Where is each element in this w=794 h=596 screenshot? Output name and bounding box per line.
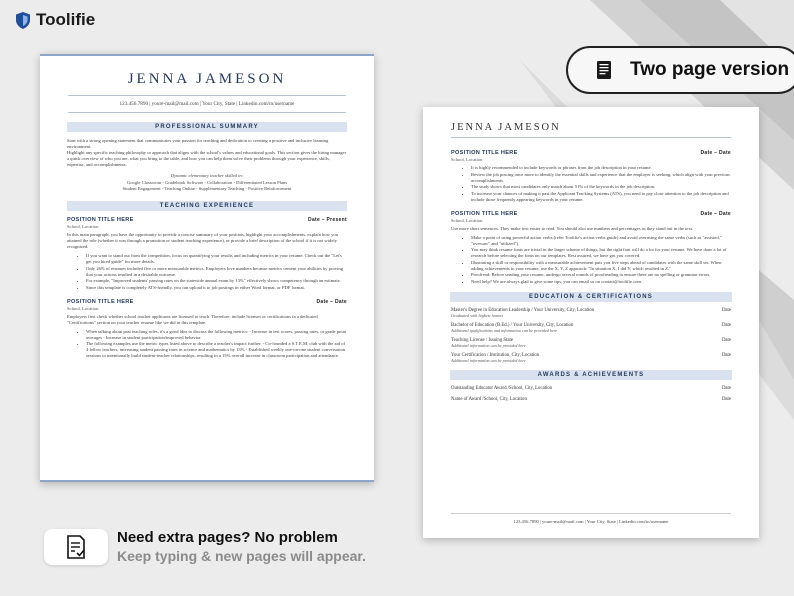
award-entry (451, 397, 731, 402)
list-item: • You may think resume fonts are trivial in the larger scheme of things, but the right font will do a lot for your resume. We have done a lot of research before selecting the fonts on our templates. Rest assured, we have got you covered. (471, 247, 731, 259)
job-date: Date – Date (316, 298, 347, 305)
job-bullets (86, 253, 347, 291)
job-title: POSITION TITLE HERE (67, 298, 134, 305)
award-line: Outstanding Educator Award /School, City, Location (451, 385, 553, 391)
job-title: POSITION TITLE HERE (67, 217, 134, 223)
job-header (451, 150, 731, 156)
divider (451, 137, 731, 138)
experience-section-title: TEACHING EXPERIENCE (67, 201, 347, 211)
education-note: Additional information can be provided here (451, 357, 526, 363)
two-page-badge (566, 46, 794, 94)
resume-page-1 (40, 54, 374, 482)
list-item: • If you want to stand out from the competition, focus on quantifying your results and including metrics in your resume. Check out the "Let's get you hired guide" for more details. (86, 253, 347, 265)
skills-line: Student Engagement - Teaching Online - Supplementary Teaching - Positive Reinforcement (122, 186, 292, 191)
shield-logo-icon (16, 12, 30, 29)
list-item: • To increase your chances of making it past the Applicant Tracking Systems (ATS), you need to pay close attention to the job description and include those frequently appearing keywords in your resume. (471, 191, 731, 203)
list-item: • The study shows that most candidates only match about 51% of the keywords in the job description. (471, 184, 731, 190)
job-intro: In this main paragraph, you have the opportunity to provide a concise summary of your position, highlight your accomplishments, explain how you attained the role (whether it was through a promotion or student teaching experience), or provide a brief description of the school if it is not widely recognized. (67, 232, 338, 249)
award-date: Date (721, 396, 731, 402)
list-item: • Since this template is completely ATS-friendly, you can upload it to job postings in either Word format, or PDF format. (86, 285, 347, 291)
page-2-name: JENNA JAMESON (451, 122, 561, 133)
brand-name: Toolifie (36, 10, 96, 29)
job-bullets (471, 165, 731, 203)
job-location: School, Location (67, 305, 99, 311)
list-item: • The following examples use the metric types listed above to describe a teacher's impact further: - Co-founded a S.T.E.M. club with the aid of 4 fellow teachers, increasing student passing rates in science and mathematics by 13% - Established weekly one-on-one student conversation sessions to intentionally build student-teacher relationships, resulting in a 15% overall increase in classroom participation and attendance. (86, 341, 347, 359)
job-header (67, 299, 347, 305)
list-item: • Need help? We are always glad to give some tips, you can email us on contact@toolifie.com. (471, 279, 731, 285)
job-location: School, Location (451, 157, 483, 162)
divider (451, 513, 731, 514)
divider (68, 95, 346, 96)
list-item: • Proofread: Before sending your resume, undergo several rounds of proofreading to ensure there are no spelling or grammar errors. (471, 272, 731, 278)
divider (68, 112, 346, 113)
list-item: • When talking about past teaching roles, it's a good idea to discuss the following metrics: - Increase in test scores, passing rates, or grade point averages - Increase in student participation/improved behavior (86, 329, 347, 341)
list-item: • It is highly recommended to include keywords or phrases from the job description in your resume. (471, 165, 731, 171)
callout-subtitle: Keep typing & new pages will appear. (117, 548, 366, 564)
job-header (67, 217, 347, 223)
checklist-card (44, 529, 108, 565)
education-note: Additional information can be provided here (451, 342, 526, 348)
skills-line: Google Classroom - Gradebook Software - Collaboration - Differentiated Lesson Plans (126, 180, 288, 185)
award-line: Name of Award /School, City, Location (451, 396, 527, 402)
page-1-name: JENNA JAMESON (127, 71, 287, 87)
education-date: Date (721, 307, 731, 313)
summary-paragraph: Highlight any specific teaching philosophy or approach that aligns with the school's values and educational goals. This section gives the hiring manager a quick overview of who you are, what you bring to the table, and how you can help them solve their problems through your experience, skills, expertise, and accomplishments. (67, 150, 347, 167)
education-line: Master's Degree in Education Leadership / Your University, City, Location (451, 307, 595, 313)
award-entry (451, 386, 731, 391)
list-item: • Make a point of using powerful action verbs (refer Toolifie's action verbs guide) and avoid overusing the same verbs (such as "assisted," "oversaw" and "utilized"). (471, 235, 731, 247)
job-title: POSITION TITLE HERE (451, 210, 518, 217)
page-1-contact: 123.456.7890 | youre-mail@mail.com | Your City, State | Linkedin.com/in/username (119, 101, 295, 107)
job-title: POSITION TITLE HERE (451, 150, 518, 156)
job-date: Date – Date (700, 210, 731, 217)
list-item: • Review the job posting once more to identify the essential skills and experience that the employer is seeking, which align with your previous accomplishments. (471, 172, 731, 184)
job-date: Date – Date (700, 150, 731, 156)
job-location: School, Location (451, 217, 483, 223)
page-2-contact: 123.456.7890 | youre-mail@mail.com | Your City, State | Linkedin.com/in/username (513, 519, 669, 524)
brand (16, 10, 95, 30)
education-section-title: EDUCATION & CERTIFICATIONS (450, 292, 732, 302)
list-item: • Only 26% of resumes included five or more measurable metrics. Employers love numbers because metrics cement your abilities by proving that your actions resulted in a desirable outcome. (86, 266, 347, 278)
awards-section-title: AWARDS & ACHIEVEMENTS (450, 370, 732, 380)
job-intro: Employers first check whether school teacher applicants are licensed to teach. Therefore, include licenses or certifications in a dedicated "Certifications" section on your teacher resume like we did in this template. (67, 313, 318, 325)
list-item: • For example, "Improved students' passing rates on the statewide annual exam by 13%" effectively shows competency through an estimate. (86, 278, 347, 284)
list-item: • Illustrating a skill or responsibility with a measurable achievement puts you five steps ahead of candidates with the same skill set. When adding achievements to your resume, use the X, Y, Z approach: "In situation X, I did Y, which resulted in Z." (471, 260, 731, 272)
summary-section-title: PROFESSIONAL SUMMARY (67, 122, 347, 132)
job-intro: Use more short sentences. They make text easier to read. You should also use numbers and percentages as they stand out in the text. (451, 225, 694, 231)
education-date: Date (721, 352, 731, 358)
document-icon (596, 60, 612, 80)
checklist-document-icon (63, 534, 89, 560)
job-header (451, 211, 731, 217)
summary-paragraph: Start with a strong opening statement that communicates your passion for teaching and dedication to creating a positive and inclusive learning environment. (67, 138, 329, 149)
resume-page-2 (423, 107, 759, 538)
education-line: Teaching License / Issuing State (451, 337, 514, 343)
skills-heading: Dynamic elementary teacher skilled in: (170, 173, 244, 178)
badge-label: Two page version (630, 59, 790, 80)
job-bullets (86, 329, 347, 360)
job-date: Date – Present (308, 217, 347, 223)
education-date: Date (721, 337, 731, 343)
award-date: Date (721, 385, 731, 391)
education-line: Your Certification / Institution, City, Location (451, 352, 540, 358)
callout-title: Need extra pages? No problem (117, 529, 338, 546)
job-bullets (471, 235, 731, 285)
education-note: Graduated with highest honors (451, 312, 504, 318)
job-location: School, Location (67, 224, 99, 229)
education-note: Additional qualifications and information can be provided here (451, 327, 558, 333)
education-line: Bachelor of Education (B.Ed.) / Your University, City, Location (451, 322, 574, 328)
education-date: Date (721, 322, 731, 328)
